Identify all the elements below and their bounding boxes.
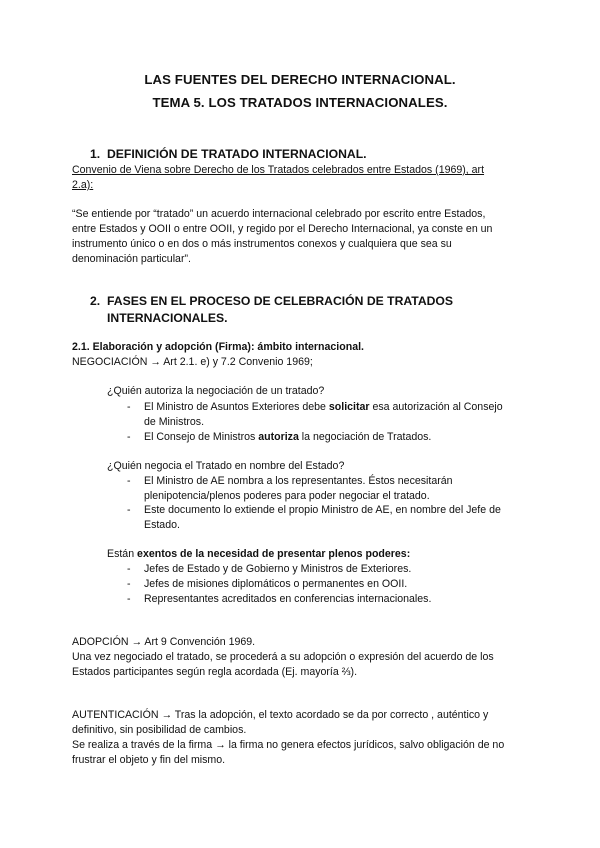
section1-source-line1: Convenio de Viena sobre Derecho de los Tratados celebrados entre Estados (1969), art xyxy=(72,164,485,176)
bullet-dash: - xyxy=(127,504,131,516)
exentos-bold-text: exentos de la necesidad de presentar plenos poderes: xyxy=(137,548,411,560)
bullet-text: El Consejo de Ministros xyxy=(144,431,259,443)
bullet-dash: - xyxy=(127,431,131,443)
section1-quote-line: “Se entiende por “tratado” un acuerdo internacional celebrado por escrito entre Estados, xyxy=(72,208,486,220)
autenticacion-line: frustrar el objeto y fin del mismo. xyxy=(72,754,226,766)
bullet-item xyxy=(127,430,432,445)
section2-heading-line2: INTERNACIONALES. xyxy=(107,311,228,325)
adopcion-line: Una vez negociado el tratado, se procederá a su adopción o expresión del acuerdo de los xyxy=(72,651,494,663)
bullet-item xyxy=(127,400,503,415)
bullet-dash: - xyxy=(127,475,131,487)
section1-quote-line: entre Estados y OOII o entre OOII, y regido por el Derecho Internacional, ya conste en un xyxy=(72,223,493,235)
bullet-continuation: de Ministros. xyxy=(144,416,205,428)
bullet-text: Este documento lo extiende el propio Ministro de AE, en nombre del Jefe de xyxy=(144,504,501,516)
bullet-text: Jefes de misiones diplomáticos o permanentes en OOII. xyxy=(144,578,408,590)
bullet-item xyxy=(127,474,453,489)
bullet-bold-text: solicitar xyxy=(328,401,370,413)
bullet-text: la negociación de Tratados. xyxy=(298,431,432,443)
bullet-continuation: plenipotencia/plenos poderes para poder negociar el tratado. xyxy=(144,490,430,502)
bullet-text: esa autorización al Consejo xyxy=(369,401,503,413)
bullet-bold-text: autoriza xyxy=(258,431,299,443)
document-title-line1: LAS FUENTES DEL DERECHO INTERNACIONAL. xyxy=(144,72,456,87)
bullet-item xyxy=(127,503,501,518)
question-who-negotiates: ¿Quién negocia el Tratado en nombre del Estado? xyxy=(107,460,345,472)
bullet-text: Representantes acreditados en conferencias internacionales. xyxy=(144,593,432,605)
bullet-dash: - xyxy=(127,593,131,605)
bullet-text: El Ministro de Asuntos Exteriores debe xyxy=(144,401,329,413)
section2-heading xyxy=(90,294,453,308)
autenticacion-line: definitivo, sin posibilidad de cambios. xyxy=(72,724,247,736)
exentos-line xyxy=(107,547,410,562)
bullet-dash: - xyxy=(127,401,131,413)
section1-number: 1. xyxy=(90,147,101,161)
bullet-text: Jefes de Estado y de Gobierno y Ministros de Exteriores. xyxy=(144,563,412,575)
section2-number: 2. xyxy=(90,294,101,308)
document-title-line2: TEMA 5. LOS TRATADOS INTERNACIONALES. xyxy=(152,95,448,110)
section2-heading-text: FASES EN EL PROCESO DE CELEBRACIÓN DE TRATADOS xyxy=(107,294,454,308)
bullet-item xyxy=(127,592,432,607)
exentos-text: Están xyxy=(107,548,138,560)
section1-quote-line: denominación particular”. xyxy=(72,253,191,265)
adopcion-line: Estados participantes según regla acordada (Ej. mayoría ⅔). xyxy=(72,666,358,678)
subsection-2-1-heading: 2.1. Elaboración y adopción (Firma): ámbito internacional. xyxy=(72,341,364,353)
section1-heading xyxy=(90,147,367,161)
bullet-dash: - xyxy=(127,563,131,575)
section1-heading-text: DEFINICIÓN DE TRATADO INTERNACIONAL. xyxy=(107,147,367,161)
adopcion-title: ADOPCIÓN → Art 9 Convención 1969. xyxy=(72,636,256,648)
bullet-item xyxy=(127,577,408,592)
section1-quote-line: instrumento único o en dos o más instrumentos conexos y cualquiera que sea su xyxy=(72,238,452,250)
bullet-text: El Ministro de AE nombra a los representantes. Éstos necesitarán xyxy=(144,475,453,487)
autenticacion-line: AUTENTICACIÓN → Tras la adopción, el texto acordado se da por correcto , auténtico y xyxy=(72,709,489,721)
autenticacion-line: Se realiza a través de la firma → la firma no genera efectos jurídicos, salvo obligación de no xyxy=(72,739,505,751)
bullet-dash: - xyxy=(127,578,131,590)
bullet-item xyxy=(127,562,412,577)
question-who-authorizes: ¿Quién autoriza la negociación de un tratado? xyxy=(107,385,325,397)
section1-source-line2: 2.a): xyxy=(72,179,94,191)
bullet-continuation: Estado. xyxy=(144,519,180,531)
negociacion-line: NEGOCIACIÓN → Art 2.1. e) y 7.2 Convenio 1969; xyxy=(72,356,313,368)
